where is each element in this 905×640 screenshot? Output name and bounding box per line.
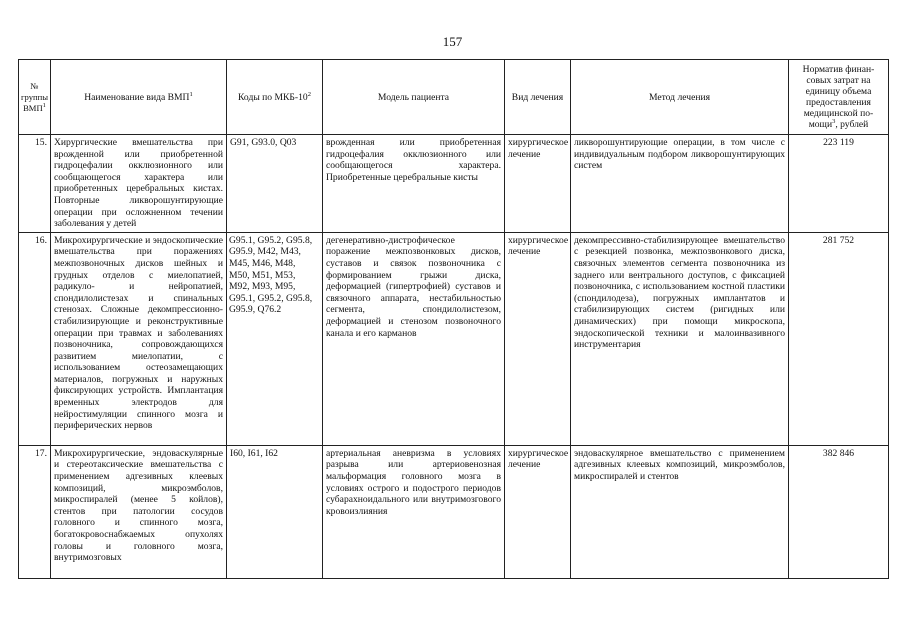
table-row (19, 135, 889, 233)
patient-model-cell: врожденная или приобретенная гидроцефалия окклюзионного или сообщающегося характера. Приобретенные церебральные кисты (323, 135, 505, 233)
header-vmp-name: Наименование вида ВМП$^1$ (51, 60, 227, 135)
cost-cell: 382 846 (789, 445, 889, 578)
header-icd-codes: Коды по МКБ-$10^2$ (227, 60, 323, 135)
table-header-row (19, 60, 889, 135)
icd-codes-cell: I60, I61, I62 (227, 445, 323, 578)
vmp-name-cell: Хирургические вмешательства при врожденной или приобретенной гидроцефалии окклюзионного или сообщающегося характера или приобретенных церебральных кистах. Повторные ликворошунтирующие операции при осложненном течении заболевания у детей (51, 135, 227, 233)
patient-model-cell: дегенеративно-дистрофическое поражение межпозвонковых дисков, суставов и связок позвоночника с формированием грыжи диска, деформацией (гипертрофией) суставов и связочного аппарата, нестабильностью сегмента, спондилолистезом, деформацией и стенозом позвоночного канала и его карманов (323, 232, 505, 445)
vmp-name-cell: Микрохирургические, эндоваскулярные и стереотаксические вмешательства с применением адгезивных клеевых композиций, микроэмболов, микроспиралей (менее 5 койлов), стентов при патологии сосудов головного и спинного мозга, богатокровоснабжаемых опухолях головы и головного мозга, внутримозговых (51, 445, 227, 578)
vmp-table (18, 59, 889, 579)
page-number: 157 (442, 34, 463, 49)
icd-codes-cell: G95.1, G95.2, G95.8, G95.9, M42, M43, M45, M46, M48, M50, M51, M53, M92, M93, M95, G95.1, G95.2, G95.8, G95.9, Q76.2 (227, 232, 323, 445)
header-group-no: № группы ВМП$^1$ (19, 60, 51, 135)
table-row (19, 445, 889, 578)
table-row (19, 232, 889, 445)
header-cost-norm: Норматив финан- совых затрат на единицу объема предоставления медицинской по- мощи$^3$, рублей (789, 60, 889, 135)
treatment-type-cell: хирургическое лечение (505, 445, 571, 578)
cost-cell: 223 119 (789, 135, 889, 233)
treatment-method-cell: ликворошунтирующие операции, в том числе с индивидуальным подбором ликворошунтирующих систем (571, 135, 789, 233)
treatment-type-cell: хирургическое лечение (505, 135, 571, 233)
header-patient-model: Модель пациента (323, 60, 505, 135)
patient-model-cell: артериальная аневризма в условиях разрыва или артериовенозная мальформация головного мозга в условиях острого и подострого периодов субарахноидального или внутримозгового кровоизлияния (323, 445, 505, 578)
treatment-method-cell: декомпрессивно-стабилизирующее вмешательство с резекцией позвонка, межпозвонкового диска, связочных элементов сегмента позвоночника из заднего или вентрального доступов, с фиксацией позвоночника, с использованием костной пластики (спондилодеза), погружных имплантатов и стабилизирующих систем (ригидных или динамических) при помощи микроскопа, эндоскопической техники и малоинвазивного инструментария (571, 232, 789, 445)
treatment-type-cell: хирургическое лечение (505, 232, 571, 445)
row-number: 17. (19, 445, 51, 578)
row-number: 15. (19, 135, 51, 233)
cost-cell: 281 752 (789, 232, 889, 445)
header-treatment-type: Вид лечения (505, 60, 571, 135)
row-number: 16. (19, 232, 51, 445)
vmp-name-cell: Микрохирургические и эндоскопические вмешательства при поражениях межпозвоночных дисков шейных и грудных отделов с миелопатией, радикуло- и нейропатией, спондилолистезах и спинальных стенозах. Сложные декомпрессионно-стабилизирующие и реконструктивные операции при травмах и заболеваниях позвоночника, сопровождающихся развитием миелопатии, с использованием остеозамещающих материалов, погружных и наружных фиксирующих устройств. Имплантация временных электродов для нейростимуляции спинного мозга и периферических нервов (51, 232, 227, 445)
icd-codes-cell: G91, G93.0, Q03 (227, 135, 323, 233)
header-treatment-method: Метод лечения (571, 60, 789, 135)
treatment-method-cell: эндоваскулярное вмешательство с применением адгезивных клеевых композиций, микроэмболов, микроспиралей и стентов (571, 445, 789, 578)
